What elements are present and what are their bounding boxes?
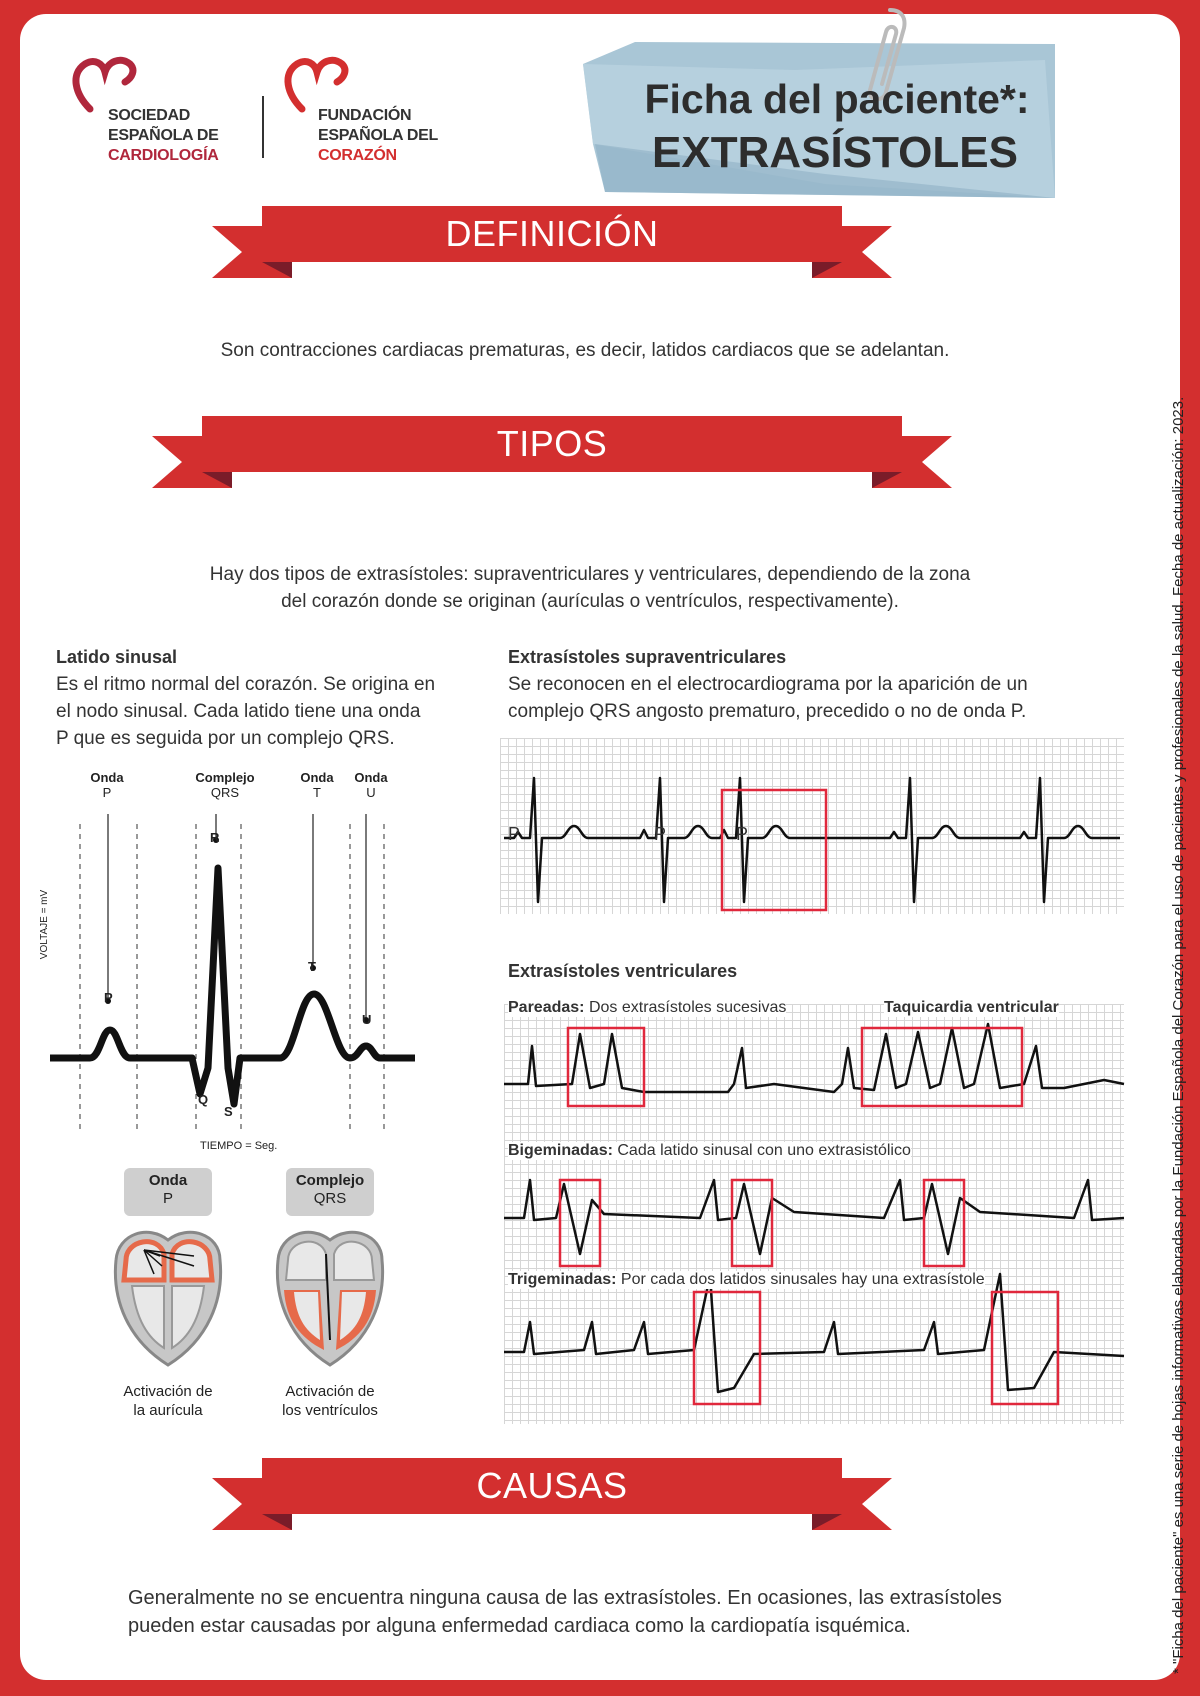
supra-ecg-trace (500, 738, 1124, 914)
wave-label-top: Onda (354, 770, 388, 785)
heart-caption-ventricles (268, 1382, 392, 1420)
heart-caption-atria (106, 1382, 230, 1420)
wave-pointers (108, 814, 366, 1020)
heart-tag-bottom: QRS (313, 1190, 347, 1207)
sinus-text-3: P que es seguida por un complejo QRS. (56, 728, 395, 749)
sec-line3: CARDIOLOGÍA (108, 147, 219, 164)
supra-text-2: complejo QRS angosto prematuro, precedido o no de onda P. (508, 701, 1027, 722)
banner-causas (212, 1458, 892, 1538)
sinus-waveform (50, 868, 415, 1104)
wave-label-bottom: QRS (210, 785, 240, 800)
wave-label-bottom: U (366, 785, 376, 800)
supra-text-1: Se reconocen en el electrocardiograma por la aparición de un (508, 674, 1028, 695)
bigeminadas-bold: Bigeminadas: (508, 1142, 613, 1159)
taquicardia-label: Taquicardia ventricular (884, 999, 1059, 1016)
wave-label-top: Complejo (195, 770, 255, 785)
fec-line2: ESPAÑOLA DEL (318, 127, 438, 144)
trigeminadas-bold: Trigeminadas: (508, 1271, 617, 1288)
patient-sheet (20, 14, 1187, 1680)
definicion-title: DEFINICIÓN (445, 213, 659, 254)
tipos-intro-line2: del corazón donde se originan (aurículas o ventrículos, respectivamente). (281, 591, 899, 612)
pareadas-label (508, 999, 786, 1017)
sec-logo (70, 54, 250, 164)
side-note: * "Ficha del paciente" es una serie de hojas informativas elaboradas por la Fundación Española del Corazón para el uso de pacientes y profesionales de la salud. Fecha de actualización: 2023. (1170, 396, 1187, 1674)
wave-label-bottom: P (102, 785, 112, 800)
x-axis-label: TIEMPO = Seg. (200, 1140, 278, 1152)
trigeminadas-label (508, 1271, 985, 1289)
wave-label-top: Onda (300, 770, 334, 785)
point-s: S (224, 1104, 233, 1119)
pareadas-bold: Pareadas: (508, 999, 585, 1016)
ventricular-title: Extrasístoles ventriculares (508, 961, 738, 981)
sinus-text-2: el nodo sinusal. Cada latido tiene una onda (56, 701, 421, 722)
header-card (575, 24, 1075, 214)
caption-line1: Activación de (285, 1383, 375, 1400)
logo-divider (262, 96, 264, 158)
banner-definicion (212, 206, 892, 286)
ventricular-ecg-strip (504, 1004, 1124, 1424)
sinus-text-1: Es el ritmo normal del corazón. Se origina en (56, 674, 436, 695)
point-p: P (104, 990, 113, 1005)
sec-line2: ESPAÑOLA DE (108, 127, 219, 144)
pareadas-trace (504, 1024, 1124, 1092)
pareadas-text: Dos extrasístoles sucesivas (584, 999, 787, 1016)
caption-line1: Activación de (123, 1383, 213, 1400)
trigeminadas-text: Por cada dos latidos sinusales hay una extrasístole (616, 1271, 985, 1288)
sec-line1: SOCIEDAD (108, 107, 191, 124)
causas-text-1: Generalmente no se encuentra ninguna causa de las extrasístoles. En ocasiones, las extrasístoles (128, 1587, 1002, 1609)
point-q: Q (198, 1092, 209, 1107)
tipos-intro-line1: Hay dos tipos de extrasístoles: supraventriculares y ventriculares, dependiendo de la zona (209, 564, 971, 585)
point-u: U (362, 1012, 372, 1027)
causas-text (128, 1584, 1068, 1640)
fec-logo (282, 54, 462, 164)
wave-label-p (72, 770, 142, 800)
wave-label-top: Onda (90, 770, 124, 785)
bigeminadas-label (508, 1142, 911, 1160)
supra-p-label-1: P (508, 824, 521, 844)
point-r: R (210, 830, 220, 845)
header-line2: EXTRASÍSTOLES (652, 128, 1018, 177)
sinus-ecg-diagram (50, 804, 450, 1134)
supra-block (508, 644, 1068, 725)
wave-label-bottom: T (313, 785, 321, 800)
supra-p-label-3: P (736, 824, 749, 844)
banner-tipos (152, 416, 952, 496)
definicion-text: Son contracciones cardiacas prematuras, es decir, latidos cardiacos que se adelantan. (220, 340, 950, 361)
supra-p-label-2: P (654, 824, 667, 844)
sinus-block (56, 644, 476, 752)
heart-atria-icon (108, 1220, 228, 1370)
sinus-title: Latido sinusal (56, 647, 178, 667)
heart-ventricles-icon (270, 1220, 390, 1370)
point-t: T (308, 959, 316, 974)
tipos-title: TIPOS (496, 423, 608, 464)
bigeminadas-text: Cada latido sinusal con uno extrasistólico (612, 1142, 911, 1159)
causas-title: CAUSAS (476, 1465, 628, 1506)
heart-tag-top: Onda (148, 1172, 188, 1189)
heart-tag-bottom: P (162, 1190, 173, 1207)
tipos-intro (20, 561, 1160, 615)
fec-line1: FUNDACIÓN (318, 107, 412, 124)
causas-text-2: pueden estar causadas por alguna enfermedad cardiaca como la cardiopatía isquémica. (128, 1615, 911, 1637)
heart-tag-p (124, 1168, 212, 1216)
caption-line2: la aurícula (133, 1402, 203, 1419)
header-line1: Ficha del paciente*: (644, 76, 1030, 122)
wave-label-qrs (180, 770, 270, 800)
supra-title: Extrasístoles supraventriculares (508, 647, 787, 667)
ventricular-ecg-trace (504, 1004, 1124, 1424)
heart-tag-top: Complejo (295, 1172, 365, 1189)
bigeminadas-trace (504, 1180, 1124, 1254)
wave-label-u (336, 770, 406, 800)
supra-ecg-strip (500, 738, 1124, 914)
caption-line2: los ventrículos (282, 1402, 378, 1419)
fec-line3: CORAZÓN (318, 147, 397, 164)
heart-tag-qrs (286, 1168, 374, 1216)
y-axis-label: VOLTAJE = mV (39, 889, 51, 960)
